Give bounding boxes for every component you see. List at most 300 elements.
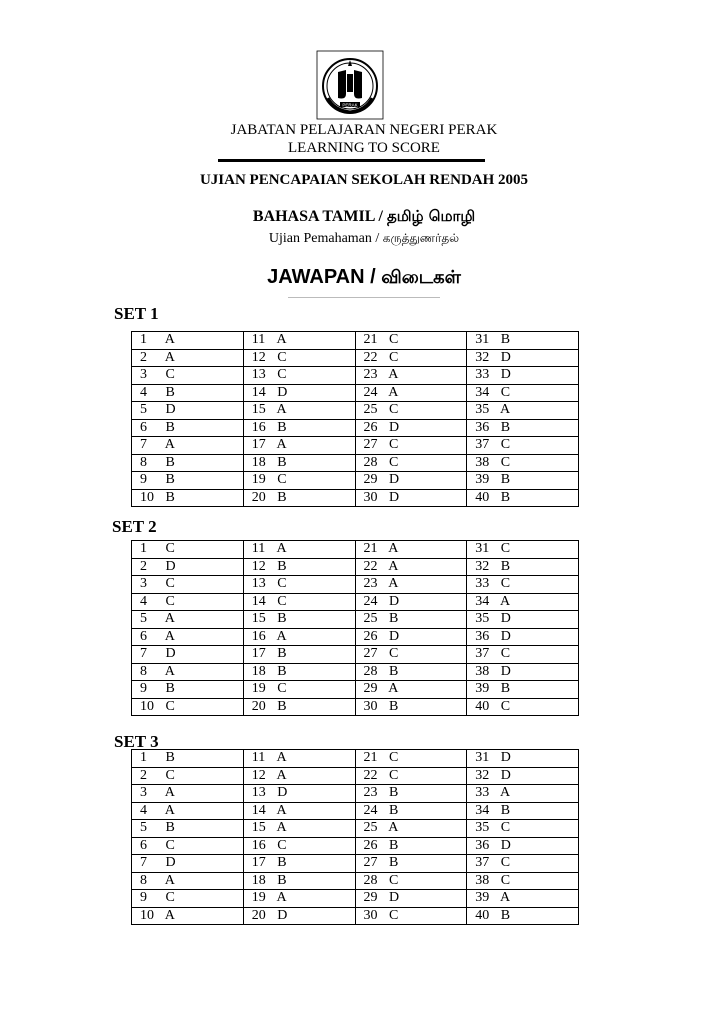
answer-cell [132,437,244,455]
question-number: 11 [251,750,266,766]
question-number: 30 [363,907,378,923]
question-number: 14 [251,802,266,818]
answer-cell [243,489,355,507]
table-row [132,419,579,437]
question-number: 36 [475,837,490,853]
question-number: 33 [475,785,490,801]
answer-letter: B [389,837,399,853]
answer-letter: C [389,349,399,365]
question-number: 7 [140,646,147,662]
answer-letter: C [277,681,287,697]
answer-letter: A [164,437,175,453]
answer-cell [243,628,355,646]
question-number: 26 [363,419,378,435]
answer-letter: B [165,750,175,766]
answer-letter: A [388,367,399,383]
answer-cell [243,681,355,699]
answer-cell [355,663,467,681]
answer-cell [132,541,244,559]
answer-cell [243,907,355,925]
answer-cell [467,593,579,611]
answer-cell [243,646,355,664]
answer-letter: B [277,489,287,505]
answer-letter: B [500,907,511,923]
answer-letter: C [165,698,175,714]
question-number: 17 [251,437,266,453]
slogan: LEARNING TO SCORE [288,140,440,156]
answer-cell [355,472,467,490]
answer-letter: A [276,402,287,418]
set-2-label: SET 2 [112,517,157,536]
answer-cell [132,628,244,646]
answer-letter: B [165,472,175,488]
answer-letter: C [500,541,511,557]
answer-cell [132,646,244,664]
question-number: 3 [140,785,147,801]
question-number: 20 [251,907,266,923]
answer-cell [355,872,467,890]
answer-letter: C [277,837,287,853]
answer-cell [467,384,579,402]
table-row [132,541,579,559]
question-number: 40 [475,489,490,505]
question-number: 27 [363,855,378,871]
answer-letter: C [389,646,399,662]
answer-cell [243,593,355,611]
question-number: 7 [140,855,147,871]
set-1-label: SET 1 [114,304,159,323]
answer-letter: C [389,454,399,470]
question-number: 32 [475,767,490,783]
answer-cell [243,437,355,455]
table-row [132,890,579,908]
question-number: 24 [363,384,378,400]
answer-cell [355,820,467,838]
answer-cell [467,872,579,890]
answer-letter: B [500,472,511,488]
answer-letter: B [389,663,399,679]
question-number: 14 [251,384,266,400]
answer-letter: A [499,402,511,418]
paper-title [0,231,728,247]
answer-cell [355,349,467,367]
answer-letter: A [499,785,511,801]
table-row [132,472,579,490]
answer-cell [243,367,355,385]
table-row [132,332,579,350]
answer-letter: C [165,890,175,906]
question-number: 10 [140,698,154,714]
answer-cell [467,837,579,855]
answer-letter: D [500,767,511,783]
answer-letter: A [164,332,175,348]
table-row [132,402,579,420]
table-row [132,628,579,646]
question-number: 19 [251,890,266,906]
answer-cell [355,558,467,576]
answer-cell [132,890,244,908]
answer-letter: A [499,593,511,609]
answer-letter: D [165,855,176,871]
question-number: 40 [475,907,490,923]
set-3-answer-table [131,749,579,925]
question-number: 39 [475,472,490,488]
answer-letter: D [389,489,400,505]
question-number: 31 [475,750,490,766]
table-row [132,681,579,699]
question-number: 28 [363,872,378,888]
answer-letter: C [165,837,175,853]
answer-cell [243,767,355,785]
question-number: 38 [475,454,490,470]
answer-letter: C [500,576,511,592]
question-number: 22 [363,767,378,783]
question-number: 5 [140,820,147,836]
answer-cell [132,402,244,420]
question-number: 4 [140,593,147,609]
question-number: 5 [140,611,147,627]
answer-letter: A [388,384,399,400]
question-number: 9 [140,681,147,697]
question-number: 22 [363,349,378,365]
table-row [132,384,579,402]
question-number: 16 [251,628,266,644]
answer-cell [132,419,244,437]
paper-tamil: கருத்துணர்தல் [382,231,460,245]
paper-latin: Ujian Pemahaman / [268,231,380,246]
question-number: 27 [363,437,378,453]
answer-cell [132,593,244,611]
question-number: 7 [140,437,147,453]
question-number: 39 [475,681,490,697]
answer-letter: B [277,663,287,679]
table-row [132,646,579,664]
question-number: 16 [251,419,266,435]
answer-cell [355,402,467,420]
answer-letter: D [500,367,511,383]
question-number: 19 [251,681,266,697]
question-number: 4 [140,802,147,818]
answer-cell [355,541,467,559]
question-number: 18 [251,872,266,888]
answer-cell [132,820,244,838]
table-row [132,907,579,925]
question-number: 25 [363,611,378,627]
answer-cell [355,767,467,785]
answer-letter: C [500,855,511,871]
answer-letter: B [277,698,287,714]
answer-cell [355,367,467,385]
answer-letter: A [388,681,399,697]
table-row [132,558,579,576]
question-number: 18 [251,454,266,470]
question-number: 13 [251,367,266,383]
answer-cell [132,489,244,507]
answer-cell [132,349,244,367]
answer-letter: B [389,698,399,714]
question-number: 16 [251,837,266,853]
answer-letter: A [164,349,175,365]
question-number: 33 [475,576,490,592]
jpn-perak-logo [316,50,384,120]
answer-cell [243,785,355,803]
answer-cell [467,802,579,820]
answer-letter: A [276,628,287,644]
answer-cell [243,698,355,716]
answer-cell [467,454,579,472]
answer-cell [355,593,467,611]
question-number: 25 [363,402,378,418]
question-number: 10 [140,489,154,505]
header-rule [218,159,485,162]
question-number: 13 [251,576,266,592]
answer-letter: C [165,767,175,783]
answer-letter: B [277,454,287,470]
table-row [132,750,579,768]
answer-letter: C [389,750,399,766]
answer-cell [467,785,579,803]
question-number: 28 [363,663,378,679]
answer-cell [132,698,244,716]
answer-cell [467,332,579,350]
answer-cell [467,489,579,507]
answer-letter: D [500,750,511,766]
question-number: 26 [363,837,378,853]
answer-letter: A [276,767,287,783]
answer-cell [243,663,355,681]
answer-cell [467,419,579,437]
table-row [132,785,579,803]
answer-letter: C [165,541,175,557]
question-number: 34 [475,384,490,400]
answer-letter: C [165,367,175,383]
question-number: 38 [475,872,490,888]
question-number: 9 [140,472,147,488]
answer-cell [467,663,579,681]
question-number: 33 [475,367,490,383]
question-number: 12 [251,349,266,365]
subject-tamil: தமிழ் மொழி [386,207,476,225]
table-row [132,349,579,367]
answer-letter: B [165,454,175,470]
question-number: 35 [475,402,490,418]
question-number: 14 [251,593,266,609]
answer-letter: A [164,663,175,679]
answer-letter: D [277,785,288,801]
answer-cell [355,907,467,925]
answer-letter: B [165,489,175,505]
answer-letter: C [500,384,511,400]
answer-letter: B [277,419,287,435]
table-row [132,593,579,611]
answer-cell [132,855,244,873]
answer-cell [243,802,355,820]
answer-letter: A [276,890,287,906]
question-number: 24 [363,802,378,818]
question-number: 19 [251,472,266,488]
answer-cell [132,802,244,820]
answer-cell [132,332,244,350]
table-row [132,489,579,507]
answer-cell [243,576,355,594]
answer-letter: B [277,558,287,574]
set-1-answer-table [131,331,579,507]
answer-cell [243,890,355,908]
answer-cell [467,541,579,559]
answer-letter: C [500,820,511,836]
answer-letter: B [500,489,511,505]
answer-letter: B [500,802,511,818]
table-row [132,611,579,629]
question-number: 1 [140,541,147,557]
question-number: 32 [475,349,490,365]
answer-cell [467,767,579,785]
question-number: 37 [475,646,490,662]
answer-letter: C [165,576,175,592]
answer-letter: C [500,437,511,453]
answers-latin: JAWAPAN / [267,266,376,288]
answer-cell [467,855,579,873]
answer-letter: A [499,890,511,906]
answer-letter: C [500,698,511,714]
table-row [132,837,579,855]
table-row [132,576,579,594]
answer-letter: A [164,907,175,923]
answer-letter: B [277,646,287,662]
answer-letter: D [389,628,400,644]
question-number: 37 [475,437,490,453]
answer-letter: B [389,855,399,871]
table-row [132,820,579,838]
question-number: 29 [363,890,378,906]
question-number: 20 [251,489,266,505]
answer-cell [132,384,244,402]
answer-letter: B [500,419,511,435]
question-number: 40 [475,698,490,714]
answer-cell [243,419,355,437]
answer-letter: A [164,802,175,818]
question-number: 9 [140,890,147,906]
answer-cell [243,820,355,838]
answer-letter: B [277,855,287,871]
question-number: 30 [363,489,378,505]
table-row [132,802,579,820]
answer-cell [355,750,467,768]
answer-cell [132,681,244,699]
answer-letter: D [277,384,288,400]
answer-cell [132,558,244,576]
question-number: 34 [475,802,490,818]
answer-letter: C [165,593,175,609]
question-number: 30 [363,698,378,714]
answer-cell [355,855,467,873]
answer-cell [467,750,579,768]
answer-cell [132,472,244,490]
answer-letter: A [388,576,399,592]
question-number: 17 [251,646,266,662]
question-number: 3 [140,576,147,592]
answer-letter: A [164,785,175,801]
answer-cell [243,855,355,873]
answer-letter: D [165,558,176,574]
answer-letter: D [500,611,511,627]
question-number: 13 [251,785,266,801]
answer-letter: A [276,332,287,348]
answer-cell [243,837,355,855]
question-number: 12 [251,558,266,574]
question-number: 39 [475,890,490,906]
answer-cell [467,907,579,925]
question-number: 6 [140,419,147,435]
answer-letter: C [277,367,287,383]
question-number: 21 [363,332,378,348]
question-number: 21 [363,750,378,766]
question-number: 15 [251,402,266,418]
question-number: 25 [363,820,378,836]
table-row [132,767,579,785]
answer-letter: A [388,820,399,836]
heading-rule [288,297,440,298]
table-row [132,663,579,681]
answer-cell [132,611,244,629]
question-number: 23 [363,576,378,592]
question-number: 5 [140,402,147,418]
question-number: 8 [140,663,147,679]
question-number: 2 [140,767,147,783]
answer-letter: C [389,402,399,418]
answer-cell [132,767,244,785]
question-number: 34 [475,593,490,609]
answer-letter: D [277,907,288,923]
question-number: 28 [363,454,378,470]
answers-tamil: விடைகள் [381,267,461,288]
answer-cell [243,454,355,472]
answer-cell [467,367,579,385]
answer-cell [467,628,579,646]
answer-cell [467,349,579,367]
answer-letter: D [389,593,400,609]
answer-cell [467,646,579,664]
question-number: 4 [140,384,147,400]
answer-cell [243,402,355,420]
question-number: 3 [140,367,147,383]
question-number: 8 [140,454,147,470]
answer-cell [467,472,579,490]
answer-letter: C [389,907,399,923]
answer-cell [355,802,467,820]
question-number: 12 [251,767,266,783]
answer-cell [355,489,467,507]
answer-cell [243,611,355,629]
answer-cell [132,576,244,594]
answer-letter: D [500,663,511,679]
question-number: 31 [475,541,490,557]
exam-title: UJIAN PENCAPAIAN SEKOLAH RENDAH 2005 [199,172,529,188]
answer-letter: A [388,558,399,574]
question-number: 2 [140,558,147,574]
answer-cell [355,837,467,855]
answer-letter: A [164,611,175,627]
answer-letter: D [500,628,511,644]
answer-letter: C [389,332,399,348]
answer-letter: A [164,628,175,644]
answer-letter: B [389,802,399,818]
answer-cell [132,785,244,803]
answer-letter: C [277,576,287,592]
answer-letter: A [388,541,399,557]
answer-cell [467,611,579,629]
question-number: 17 [251,855,266,871]
